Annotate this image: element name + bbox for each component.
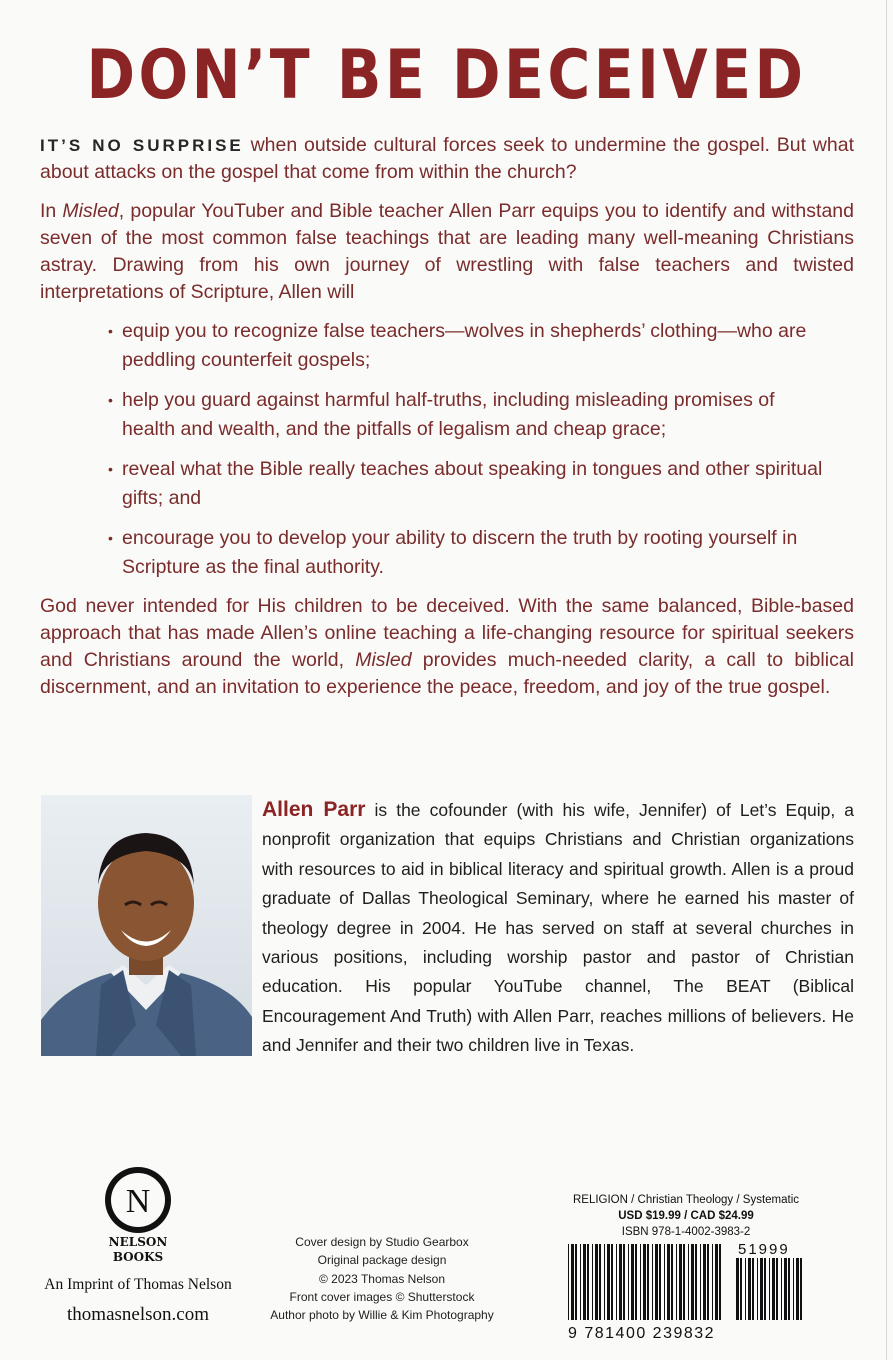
bullet-item: • help you guard against harmful half-truths, including misleading promises of health and wealth, and the pitfalls of legalism and cheap grace; (108, 386, 828, 444)
intro-paragraph (40, 132, 854, 186)
bullet-item: • equip you to recognize false teachers—wolves in shepherds’ clothing—who are peddling counterfeit gospels; (108, 317, 828, 375)
author-photo-image (41, 795, 252, 1056)
cover-credits (262, 1233, 502, 1324)
barcode-bars-main (568, 1244, 721, 1320)
book-title: Misled (62, 200, 119, 222)
closing-paragraph (40, 593, 854, 701)
author-photo (41, 795, 252, 1056)
credit-line: Cover design by Studio Gearbox (295, 1235, 469, 1249)
intro-lead: IT’S NO SURPRISE (40, 136, 244, 155)
book-isbn: ISBN 978-1-4002-3983-2 (621, 1226, 751, 1238)
credit-line: © 2023 Thomas Nelson (318, 1271, 446, 1286)
book-title: Misled (355, 649, 412, 671)
publisher-name-line2: BOOKS (112, 1250, 164, 1264)
para2-post: , popular YouTuber and Bible teacher Allen Parr equips you to identify and withstand seven of the most common false teachings that are leading many well-meaning Christians astray. Drawing from his own journey of wrestling with false teachers and twisted interpretations of Scripture, Allen will (40, 200, 854, 303)
credit-line: Front cover images © Shutterstock (289, 1289, 475, 1304)
logo-letter: N (125, 1183, 151, 1220)
author-bio (262, 795, 854, 1061)
barcode-block (566, 1192, 806, 1342)
description-paragraph (40, 198, 854, 306)
nelson-logo-icon (104, 1166, 172, 1234)
barcode-bars-addon (736, 1258, 802, 1320)
bullet-item: • encourage you to develop your ability to discern the truth by rooting yourself in Scripture as the final authority. (108, 524, 828, 582)
credit-line: Author photo by Willie & Kim Photography (270, 1308, 494, 1323)
author-name: Allen Parr (262, 798, 366, 821)
intro-text: when outside cultural forces seek to undermine the gospel. But what about attacks on the gospel that come from within the church? (40, 134, 854, 183)
headline: DON’T BE DECEIVED (86, 36, 807, 115)
bio-text: is the cofounder (with his wife, Jennifer) of Let’s Equip, a nonprofit organization that equips Christians and Christian organizations with resources to aid in biblical literacy and spiritual growth. Allen is a proud graduate of Dallas Theological Seminary, where he earned his master of theology degree in 2004. He has served on staff at several churches in various positions, including worship pastor and pastor of Christian education. His popular YouTube channel, The BEAT (Biblical Encouragement And Truth) with Allen Parr, reaches millions of believers. He and Jennifer and their two children live in Texas. (262, 800, 854, 1056)
credit-line: Original package design (317, 1253, 447, 1268)
page-edge-line (886, 0, 887, 1360)
barcode-price-code: 51999 (738, 1242, 790, 1258)
book-category: RELIGION / Christian Theology / Systematic (572, 1194, 800, 1206)
publisher-imprint: An Imprint of Thomas Nelson (44, 1276, 232, 1293)
book-price: USD $19.99 / CAD $24.99 (618, 1210, 754, 1222)
isbn-barcode (566, 1242, 806, 1342)
para2-pre: In (40, 200, 63, 222)
barcode-digits: 9 781400 239832 (568, 1325, 716, 1342)
publisher-name-line1: NELSON (108, 1235, 168, 1249)
bullet-item: • reveal what the Bible really teaches about speaking in tongues and other spiritual gifts; and (108, 455, 828, 513)
publisher-url: thomasnelson.com (67, 1304, 209, 1325)
bullet-list (108, 317, 828, 593)
para3-pre: God never intended for His children to be deceived. With the same balanced, Bible-based approach that has made Allen’s online teaching a life-changing resource for spiritual seekers and Christians around the world, (40, 595, 854, 671)
para3-post: provides much-needed clarity, a call to biblical discernment, and an invitation to experience the peace, freedom, and joy of the true gospel. (40, 649, 854, 698)
publisher-block (38, 1166, 238, 1326)
